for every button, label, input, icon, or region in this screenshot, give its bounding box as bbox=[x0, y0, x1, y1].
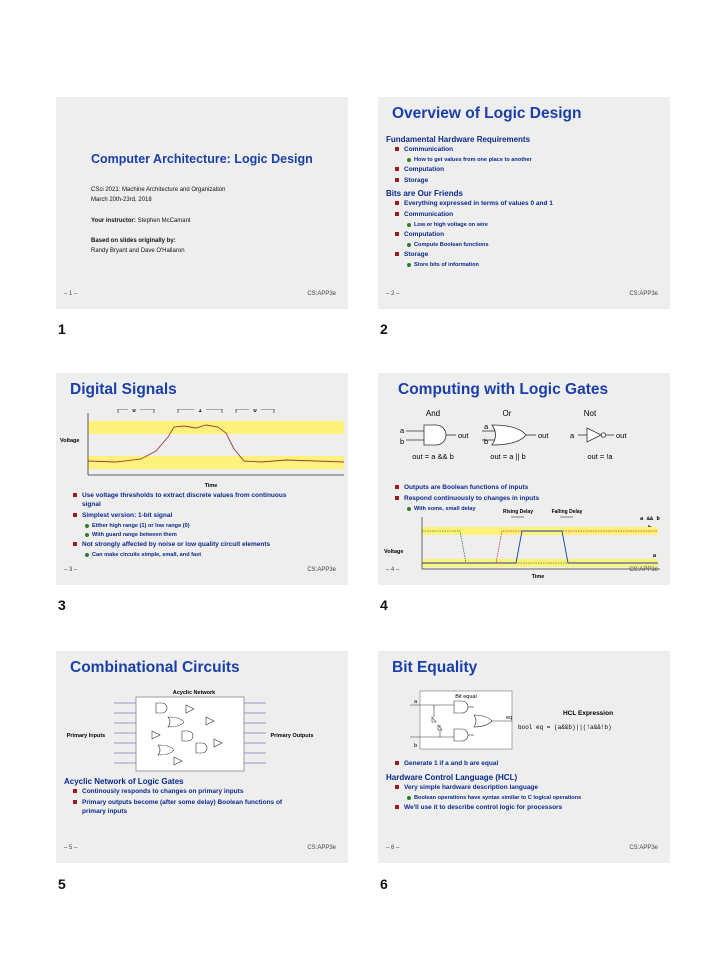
hcl-expression-code: bool eq = (a&&b)||(!a&&!b) bbox=[518, 724, 612, 731]
page-number: 3 bbox=[58, 597, 66, 613]
bullet: Outputs are Boolean functions of inputs bbox=[386, 483, 666, 492]
slide-number: – 2 – bbox=[386, 291, 400, 297]
logic-gates-diagram bbox=[378, 407, 670, 465]
course-dates: March 20th-23rd, 2018 bbox=[91, 197, 152, 203]
or-input-a: a bbox=[484, 422, 489, 431]
not-gate-label: Not bbox=[583, 409, 597, 418]
signal-a-line bbox=[422, 531, 658, 563]
bullet: Primary outputs become (after some delay) Boolean functions of primary inputs bbox=[64, 798, 284, 816]
and-input-b: b bbox=[400, 437, 405, 446]
bit-equal-circuit-diagram bbox=[378, 687, 670, 757]
slide-3 bbox=[56, 373, 348, 585]
primary-inputs-label: Primary Inputs bbox=[66, 733, 106, 739]
and-input-a: a bbox=[400, 426, 405, 435]
range-markers bbox=[118, 409, 274, 413]
primary-outputs-label: Primary Outputs bbox=[270, 733, 314, 739]
slide-body bbox=[386, 133, 666, 270]
slide-4 bbox=[378, 373, 670, 585]
bullet: Computation bbox=[386, 165, 666, 174]
ab-signal-label: a && b bbox=[640, 515, 660, 522]
bullet: Use voltage thresholds to extract discrete values from continuous signal bbox=[64, 491, 294, 509]
not-output: out bbox=[616, 431, 627, 440]
page-number: 6 bbox=[380, 876, 388, 892]
page-number: 1 bbox=[58, 321, 66, 337]
sub-bullet: With guard range between them bbox=[64, 531, 344, 539]
bullet: Everything expressed in terms of values 0 and 1 bbox=[386, 199, 666, 208]
slide-body bbox=[64, 491, 344, 560]
falling-delay-label: Falling Delay bbox=[551, 509, 583, 515]
range-label-1: 1 bbox=[198, 409, 202, 414]
bullet: Very simple hardware description language bbox=[386, 783, 666, 792]
hcl-expression-title: HCL Expression bbox=[562, 710, 614, 717]
acyclic-network-diagram bbox=[56, 687, 348, 773]
or-gate-icon bbox=[482, 425, 536, 445]
slide-5 bbox=[56, 651, 348, 863]
section-heading: Fundamental Hardware Requirements bbox=[386, 135, 531, 144]
output-eq-label: eq bbox=[506, 715, 513, 721]
bullet: Simplest version: 1-bit signal bbox=[64, 511, 344, 520]
slide-title: Digital Signals bbox=[70, 381, 177, 398]
range-label-0: 0 bbox=[132, 409, 136, 414]
slide-footer-book: CS:APP3e bbox=[629, 567, 658, 573]
bullet: Storage bbox=[386, 250, 666, 259]
bullet: Respond continuously to changes in inputs bbox=[386, 494, 666, 503]
a-signal-label: a bbox=[653, 553, 657, 559]
bullet: Continously responds to changes on primary inputs bbox=[64, 787, 344, 796]
high-range-band bbox=[88, 421, 344, 434]
slide-footer-book: CS:APP3e bbox=[307, 845, 336, 851]
digital-signal-diagram bbox=[56, 409, 348, 491]
page-number: 4 bbox=[380, 597, 388, 613]
page-number: 2 bbox=[380, 321, 388, 337]
slide-6 bbox=[378, 651, 670, 863]
not-input-a: a bbox=[570, 431, 575, 440]
bullet: Computation bbox=[386, 230, 666, 239]
and-gate-icon bbox=[406, 425, 456, 445]
section-heading: Bits are Our Friends bbox=[386, 189, 463, 198]
input-b-label: b bbox=[414, 743, 418, 749]
slide-number: – 6 – bbox=[386, 845, 400, 851]
voltage-label: Voltage bbox=[384, 549, 404, 555]
slide-title: Overview of Logic Design bbox=[392, 105, 582, 122]
sub-bullet: Can make circuits simple, small, and fast bbox=[64, 551, 344, 559]
slide-footer-book: CS:APP3e bbox=[629, 845, 658, 851]
instructor-line bbox=[91, 218, 191, 224]
low-range-band bbox=[88, 456, 344, 469]
and-gate-label: And bbox=[425, 409, 441, 418]
section-heading: Hardware Control Language (HCL) bbox=[386, 773, 518, 782]
sub-bullet: Low or high voltage on wire bbox=[386, 221, 666, 229]
bit-equal-label: Bit equal bbox=[455, 694, 477, 700]
bullet: Generate 1 if a and b are equal bbox=[386, 759, 666, 768]
slide-number: – 1 – bbox=[64, 291, 78, 297]
slide-title: Computing with Logic Gates bbox=[398, 381, 609, 398]
slide-2 bbox=[378, 97, 670, 309]
slide-footer-book: CS:APP3e bbox=[307, 291, 336, 297]
input-a-label: a bbox=[414, 699, 418, 705]
sub-bullet: Boolean operations have syntax similar to C logical operations bbox=[386, 794, 666, 802]
section-heading: Acyclic Network of Logic Gates bbox=[64, 777, 184, 786]
bullet: Storage bbox=[386, 176, 666, 185]
and-equation: out = a && b bbox=[412, 452, 454, 461]
range-label-0: 0 bbox=[253, 409, 257, 414]
instructor-name: Stephen McCamant bbox=[137, 218, 191, 224]
slide-body bbox=[64, 775, 344, 818]
slide-footer-book: CS:APP3e bbox=[307, 567, 336, 573]
bullet: We'll use it to describe control logic for processors bbox=[386, 803, 666, 812]
bullet: Communication bbox=[386, 145, 666, 154]
sub-bullet: Store bits of information bbox=[386, 261, 666, 269]
slide-footer-book: CS:APP3e bbox=[629, 291, 658, 297]
instructor-label: Your instructor: bbox=[91, 218, 136, 224]
time-label: Time bbox=[531, 574, 545, 579]
or-input-b: b bbox=[484, 437, 489, 446]
rising-delay-label: Rising Delay bbox=[502, 509, 534, 515]
or-output: out bbox=[538, 431, 549, 440]
slide-number: – 4 – bbox=[386, 567, 400, 573]
or-gate-label: Or bbox=[502, 409, 512, 418]
gate-delay-timing-diagram bbox=[378, 507, 670, 579]
slide-body bbox=[386, 759, 666, 814]
sub-bullet: Compute Boolean functions bbox=[386, 241, 666, 249]
or-equation: out = a || b bbox=[490, 452, 526, 461]
slide-title: Combinational Circuits bbox=[70, 659, 240, 676]
output-ab-line bbox=[422, 531, 658, 563]
sub-bullet: How to get values from one place to another bbox=[386, 156, 666, 164]
slide-number: – 3 – bbox=[64, 567, 78, 573]
slide-number: – 5 – bbox=[64, 845, 78, 851]
course-name: CSci 2021: Machine Architecture and Organization bbox=[91, 187, 226, 193]
based-on-authors: Randy Bryant and Dave O'Hallaron bbox=[91, 248, 185, 254]
sub-bullet: With some, small delay bbox=[386, 505, 666, 513]
sub-bullet: Either high range (1) or low range (0) bbox=[64, 522, 344, 530]
slide-title: Bit Equality bbox=[392, 659, 478, 676]
network-label: Acyclic Network bbox=[172, 690, 216, 696]
voltage-label: Voltage bbox=[60, 438, 80, 444]
based-on-label: Based on slides originally by: bbox=[91, 238, 176, 244]
bullet: Not strongly affected by noise or low quality circuit elements bbox=[64, 540, 344, 549]
not-equation: out = !a bbox=[587, 452, 613, 461]
time-label: Time bbox=[204, 483, 218, 489]
page-number: 5 bbox=[58, 876, 66, 892]
and-output: out bbox=[458, 431, 469, 440]
deck-title: Computer Architecture: Logic Design bbox=[91, 152, 313, 166]
bullet: Communication bbox=[386, 210, 666, 219]
signal-b-line bbox=[422, 531, 658, 563]
slide-1 bbox=[56, 97, 348, 309]
not-gate-icon bbox=[578, 428, 614, 442]
